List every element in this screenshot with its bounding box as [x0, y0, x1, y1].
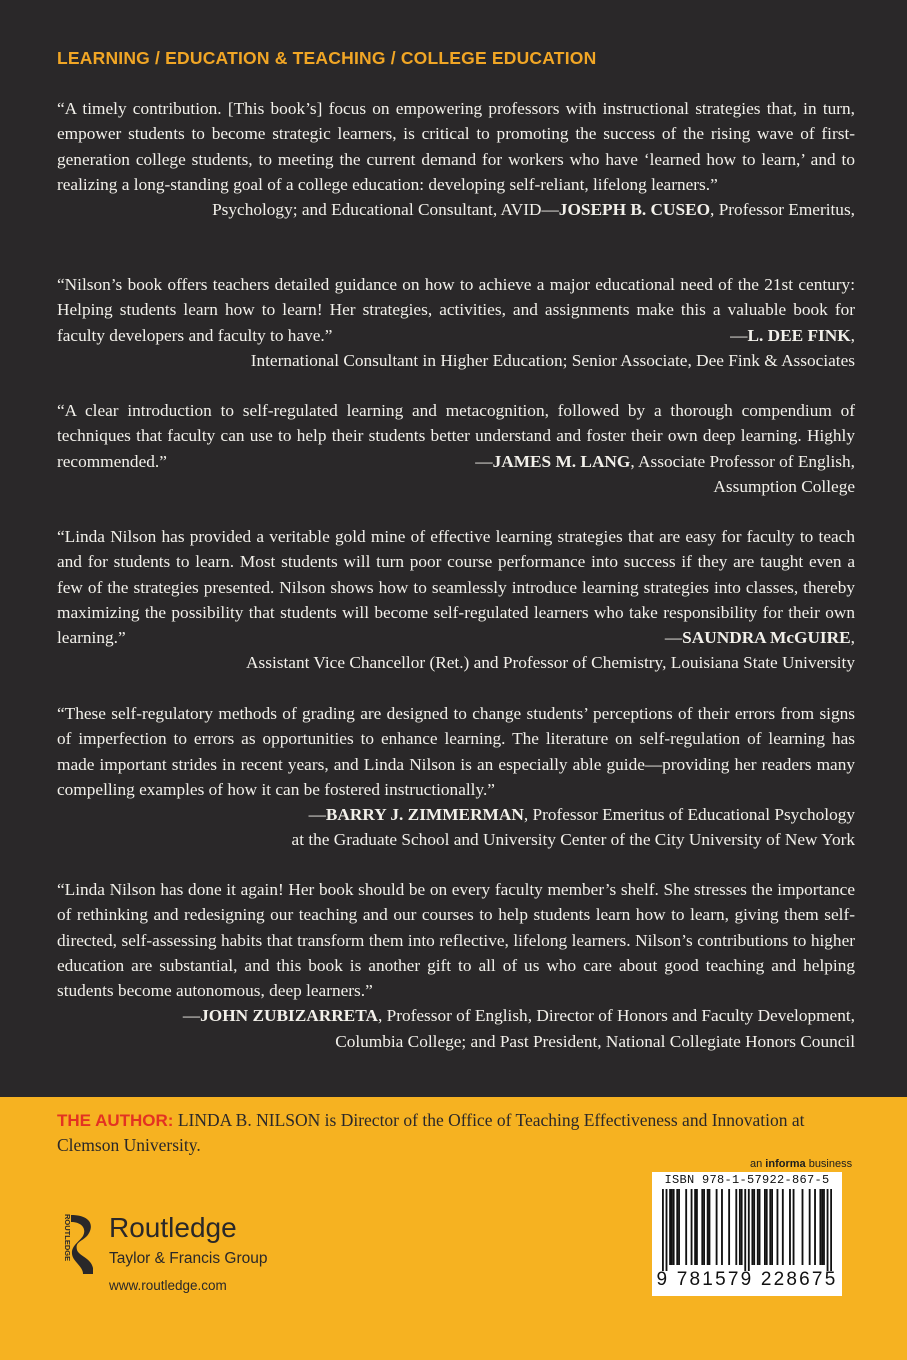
reviewer-title: , Professor Emeritus,	[710, 200, 855, 220]
reviewer-name: JOSEPH B. CUSEO	[558, 200, 711, 220]
barcode-bar	[748, 1189, 750, 1271]
barcode-bar	[766, 1189, 768, 1265]
barcode-bar	[789, 1189, 791, 1265]
quote-text: “Linda Nilson has done it again! Her book should be on every faculty member’s shelf. She stresses the importance of rethinking and redesigning our teaching and our courses to help students learn how to learn, giving them self-directed, self-assessing habits that transform them into reflective, lifelong learners. Nilson’s contributions to higher education are substantial, and this book is another gift to all of us who care about good teaching and helping students become autonomous, deep learners.”	[57, 880, 855, 1001]
barcode-number: 9 781579 228675	[656, 1269, 838, 1290]
barcode-bar	[753, 1189, 755, 1265]
reviewer-affiliation: Columbia College; and Past President, National Collegiate Honors Council	[335, 1031, 855, 1051]
quote-text: “Linda Nilson has provided a veritable gold mine of effective learning strategies that are easy for faculty to teach and for students to learn. Most students will turn poor course performance into success if they are taught even a few of the strategies presented. Nilson shows how to seamlessly introduce learning strategies into classes, thereby maximizing the possibility that students will become self-regulated learners who take responsibility for their own learning.”	[57, 527, 855, 648]
author-label: THE AUTHOR:	[57, 1111, 174, 1130]
barcode-bar	[757, 1189, 759, 1265]
review-quote	[57, 701, 855, 853]
barcode-bar	[691, 1189, 693, 1265]
barcode-bar	[666, 1189, 668, 1271]
barcode-bar	[707, 1189, 709, 1265]
barcode-bars	[662, 1189, 832, 1271]
publisher-name: Routledge	[109, 1212, 237, 1243]
barcode-bar	[830, 1189, 832, 1271]
review-quote	[57, 272, 855, 373]
reviewer-title: , Professor of English, Director of Honors and Faculty Development,	[377, 1006, 855, 1026]
barcode-bar	[676, 1189, 678, 1265]
barcode-bar	[793, 1189, 795, 1265]
quote-attribution: —SAUNDRA McGUIRE,	[664, 628, 855, 648]
barcode-bar	[777, 1189, 779, 1265]
barcode-bar	[821, 1189, 823, 1265]
barcode-bar	[694, 1189, 696, 1265]
barcode-bar	[673, 1189, 675, 1265]
quote-attribution: —BARRY J. ZIMMERMAN, Professor Emeritus of Educational Psychology	[308, 805, 855, 825]
barcode-bar	[716, 1189, 718, 1265]
reviewer-name: SAUNDRA McGUIRE	[682, 628, 851, 648]
barcode-bar	[823, 1189, 825, 1265]
reviewer-title: , Professor Emeritus of Educational Psychology	[523, 805, 855, 825]
barcode-bar	[703, 1189, 705, 1265]
barcode-bar	[741, 1189, 743, 1265]
reviewer-title: ,	[850, 325, 855, 345]
barcode-bar	[678, 1189, 680, 1265]
reviewer-title: , Associate Professor of English,	[630, 451, 855, 471]
barcode-bar	[827, 1189, 829, 1271]
review-quote	[57, 877, 855, 1054]
review-quote	[57, 398, 855, 499]
author-name: LINDA B. NILSON	[177, 1110, 321, 1130]
isbn-text: ISBN 978-1-57922-867-5	[664, 1173, 830, 1187]
reviewer-affiliation: Assumption College	[713, 476, 855, 496]
reviewer-affiliation: International Consultant in Higher Education; Senior Associate, Dee Fink & Associates	[250, 350, 855, 370]
barcode-bar	[721, 1189, 723, 1265]
category-heading: LEARNING / EDUCATION & TEACHING / COLLEGE EDUCATION	[57, 48, 597, 68]
reviewer-name: JAMES M. LANG	[492, 451, 631, 471]
reviewer-affiliation: at the Graduate School and University Center of the City University of New York	[291, 830, 855, 850]
review-quote	[57, 524, 855, 676]
barcode-bar	[735, 1189, 737, 1265]
barcode-bar	[782, 1189, 784, 1265]
reviewer-affiliation: Assistant Vice Chancellor (Ret.) and Professor of Chemistry, Louisiana State University	[246, 653, 855, 673]
reviewer-affiliation: Psychology; and Educational Consultant, AVID	[212, 200, 542, 220]
barcode-bar	[701, 1189, 703, 1265]
barcode-bar	[769, 1189, 771, 1265]
quote-attribution: —JAMES M. LANG, Associate Professor of English,	[475, 451, 855, 471]
barcode-bar	[759, 1189, 761, 1265]
routledge-mark-icon	[57, 1212, 99, 1276]
barcode-bar	[751, 1189, 753, 1265]
review-quote	[57, 96, 855, 222]
quote-text: “Nilson’s book offers teachers detailed guidance on how to achieve a major educational need of the 21st century: Helping students learn how to learn! Her strategies, activities, and assignments make this a valuable book for faculty developers and faculty to have.”	[57, 275, 855, 345]
quote-text: “These self-regulatory methods of grading are designed to change students’ perceptions of their errors from signs of imperfection to errors as opportunities to enhance learning. The literature on self-regulation of learning has made important strides in recent years, and Linda Nilson is an especially able guide—providing her readers many compelling examples of how it can be fostered instructionally.”	[57, 704, 855, 799]
barcode-bar	[662, 1189, 664, 1271]
barcode-bar	[814, 1189, 816, 1265]
barcode-bar	[802, 1189, 804, 1265]
quote-attribution: —JOSEPH B. CUSEO, Professor Emeritus,	[541, 200, 855, 220]
informa-tagline: an informa business	[750, 1158, 853, 1170]
barcode-bar	[819, 1189, 821, 1265]
barcode-bar	[709, 1189, 711, 1265]
barcode-bar	[685, 1189, 687, 1265]
barcode-bar	[728, 1189, 730, 1265]
quote-text: “A clear introduction to self-regulated learning and metacognition, followed by a thorough compendium of techniques that faculty can use to help their students better understand and foster their own deep learning. Highly recommended.”	[57, 401, 855, 471]
informa-brand: informa	[765, 1158, 806, 1170]
publisher-group: Taylor & Francis Group	[109, 1250, 268, 1267]
author-bio	[57, 1108, 837, 1158]
quote-text: “A timely contribution. [This book’s] focus on empowering professors with instructional strategies that, in turn, empower students to become strategic learners, is critical to promoting the success of the rising wave of first-generation college students, to meeting the current demand for workers who have ‘learned how to learn,’ and to realizing a long-standing goal of a college education: developing self-reliant, lifelong learners.”	[57, 99, 855, 194]
publisher-url: www.routledge.com	[109, 1278, 227, 1293]
barcode-bar	[696, 1189, 698, 1265]
routledge-vertical-text: ROUTLEDGE	[63, 1214, 72, 1262]
quote-attribution: —L. DEE FINK,	[730, 325, 855, 345]
barcode-bar	[671, 1189, 673, 1265]
reviewer-name: JOHN ZUBIZARRETA	[200, 1006, 378, 1026]
barcode-bar	[771, 1189, 773, 1265]
reviewer-name: BARRY J. ZIMMERMAN	[325, 805, 524, 825]
reviewer-name: L. DEE FINK	[747, 325, 851, 345]
quote-attribution: —JOHN ZUBIZARRETA, Professor of English, Director of Honors and Faculty Development,	[182, 1006, 855, 1026]
reviewer-title: ,	[850, 628, 855, 648]
author-description: is Director of the Office of Teaching Effectiveness and Innovation at Clemson University.	[57, 1110, 805, 1155]
barcode-bar	[744, 1189, 746, 1271]
barcode-bar	[809, 1189, 811, 1265]
barcode	[652, 1172, 842, 1296]
barcode-bar	[669, 1189, 671, 1265]
barcode-bar	[739, 1189, 741, 1265]
barcode-bar	[764, 1189, 766, 1265]
